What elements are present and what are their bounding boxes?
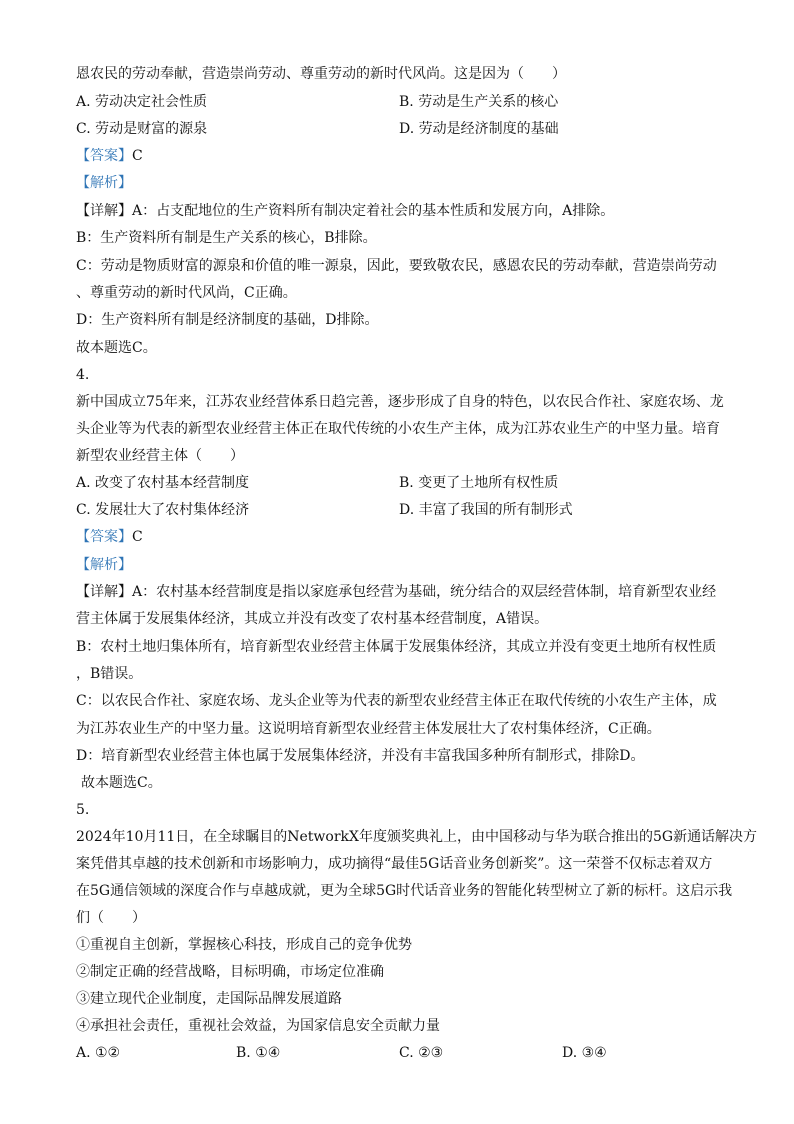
- q3-detail-4: 、尊重劳动的新时代风尚，C正确。: [76, 285, 297, 301]
- q3-option-d: D. 劳动是经济制度的基础: [399, 121, 559, 137]
- q4-stem-1: 新中国成立75年来，江苏农业经营体系日趋完善，逐步形成了自身的特色，以农民合作社、家庭农场、龙: [76, 394, 724, 410]
- q4-detail-3: B：农村土地归集体所有，培育新型农业经营主体属于发展集体经济，其成立并没有变更土地所有权性质: [76, 639, 717, 655]
- q5-stem-1: 2024年10月11日，在全球瞩目的NetworkX年度颁奖典礼上，由中国移动与华为联合推出的5G新通话解决方: [76, 829, 758, 845]
- q3-option-c: C. 劳动是财富的源泉: [76, 121, 208, 137]
- q4-stem-3: 新型农业经营主体（ ）: [76, 448, 244, 464]
- detail-text: A：农村基本经营制度是指以家庭承包经营为基础，统分结合的双层经营体制，培育新型农业经: [132, 584, 717, 600]
- answer-value: C: [132, 148, 143, 164]
- q4-detail-4: ，B错误。: [76, 666, 143, 682]
- detail-label: 【详解】: [76, 584, 132, 600]
- q4-detail-2: 营主体属于发展集体经济，其成立并没有改变了农村基本经营制度，A错误。: [76, 611, 549, 627]
- q5-item-4: ④承担社会责任，重视社会效益，为国家信息安全贡献力量: [76, 1018, 440, 1034]
- q3-option-a: A. 劳动决定社会性质: [76, 94, 208, 110]
- q4-detail-6: 为江苏农业生产的中坚力量。这说明培育新型农业经营主体发展壮大了农村集体经济，C正确。: [76, 721, 661, 737]
- q3-conclusion: 故本题选C。: [76, 340, 157, 356]
- q3-answer: [76, 146, 143, 166]
- q3-detail-2: B：生产资料所有制是生产关系的核心，B排除。: [76, 230, 377, 246]
- q3-analysis-label: 【解析】: [76, 175, 132, 191]
- q5-stem-4: 们（ ）: [76, 910, 146, 926]
- q4-conclusion: 故本题选C。: [81, 775, 162, 791]
- q4-answer: [76, 527, 143, 547]
- q4-number: 4.: [76, 367, 90, 383]
- q5-option-c: C. ②③: [399, 1045, 444, 1061]
- q4-option-b: B. 变更了土地所有权性质: [399, 475, 559, 491]
- q5-number: 5.: [76, 802, 90, 818]
- q4-option-a: A. 改变了农村基本经营制度: [76, 475, 250, 491]
- q3-option-b: B. 劳动是生产关系的核心: [399, 94, 559, 110]
- q4-detail-5: C：以农民合作社、家庭农场、龙头企业等为代表的新型农业经营主体正在取代传统的小农生产主体，成: [76, 693, 717, 709]
- q4-option-d: D. 丰富了我国的所有制形式: [399, 502, 573, 518]
- q4-option-c: C. 发展壮大了农村集体经济: [76, 502, 250, 518]
- q5-item-3: ③建立现代企业制度，走国际品牌发展道路: [76, 991, 342, 1007]
- q4-analysis-label: 【解析】: [76, 557, 132, 573]
- q4-detail-1: [76, 582, 716, 602]
- q5-stem-2: 案凭借其卓越的技术创新和市场影响力，成功摘得“最佳5G话音业务创新奖”。这一荣誉不仅标志着双方: [76, 856, 713, 872]
- q5-option-a: A. ①②: [76, 1045, 121, 1061]
- q3-detail-1: [76, 201, 614, 221]
- q5-item-2: ②制定正确的经营战略，目标明确，市场定位准确: [76, 964, 384, 980]
- q5-option-b: B. ①④: [236, 1045, 281, 1061]
- q5-item-1: ①重视自主创新，掌握核心科技，形成自己的竞争优势: [76, 937, 412, 953]
- answer-value: C: [132, 529, 143, 545]
- q4-stem-2: 头企业等为代表的新型农业经营主体正在取代传统的小农生产主体，成为江苏农业生产的中坚力量。培育: [76, 421, 720, 437]
- detail-label: 【详解】: [76, 203, 132, 219]
- q3-detail-5: D：生产资料所有制是经济制度的基础，D排除。: [76, 312, 379, 328]
- q3-stem: 恩农民的劳动奉献，营造崇尚劳动、尊重劳动的新时代风尚。这是因为（ ）: [76, 66, 566, 82]
- q5-stem-3: 在5G通信领域的深度合作与卓越成就，更为全球5G时代话音业务的智能化转型树立了新的标杆。这启示我: [76, 883, 733, 899]
- answer-label: 【答案】: [76, 529, 132, 545]
- q5-option-d: D. ③④: [562, 1045, 607, 1061]
- answer-label: 【答案】: [76, 148, 132, 164]
- q3-detail-3: C：劳动是物质财富的源泉和价值的唯一源泉，因此，要致敬农民，感恩农民的劳动奉献，营造崇尚劳动: [76, 258, 717, 274]
- q4-detail-7: D：培育新型农业经营主体也属于发展集体经济，并没有丰富我国多种所有制形式，排除D。: [76, 748, 645, 764]
- detail-text: A：占支配地位的生产资料所有制决定着社会的基本性质和发展方向，A排除。: [132, 203, 615, 219]
